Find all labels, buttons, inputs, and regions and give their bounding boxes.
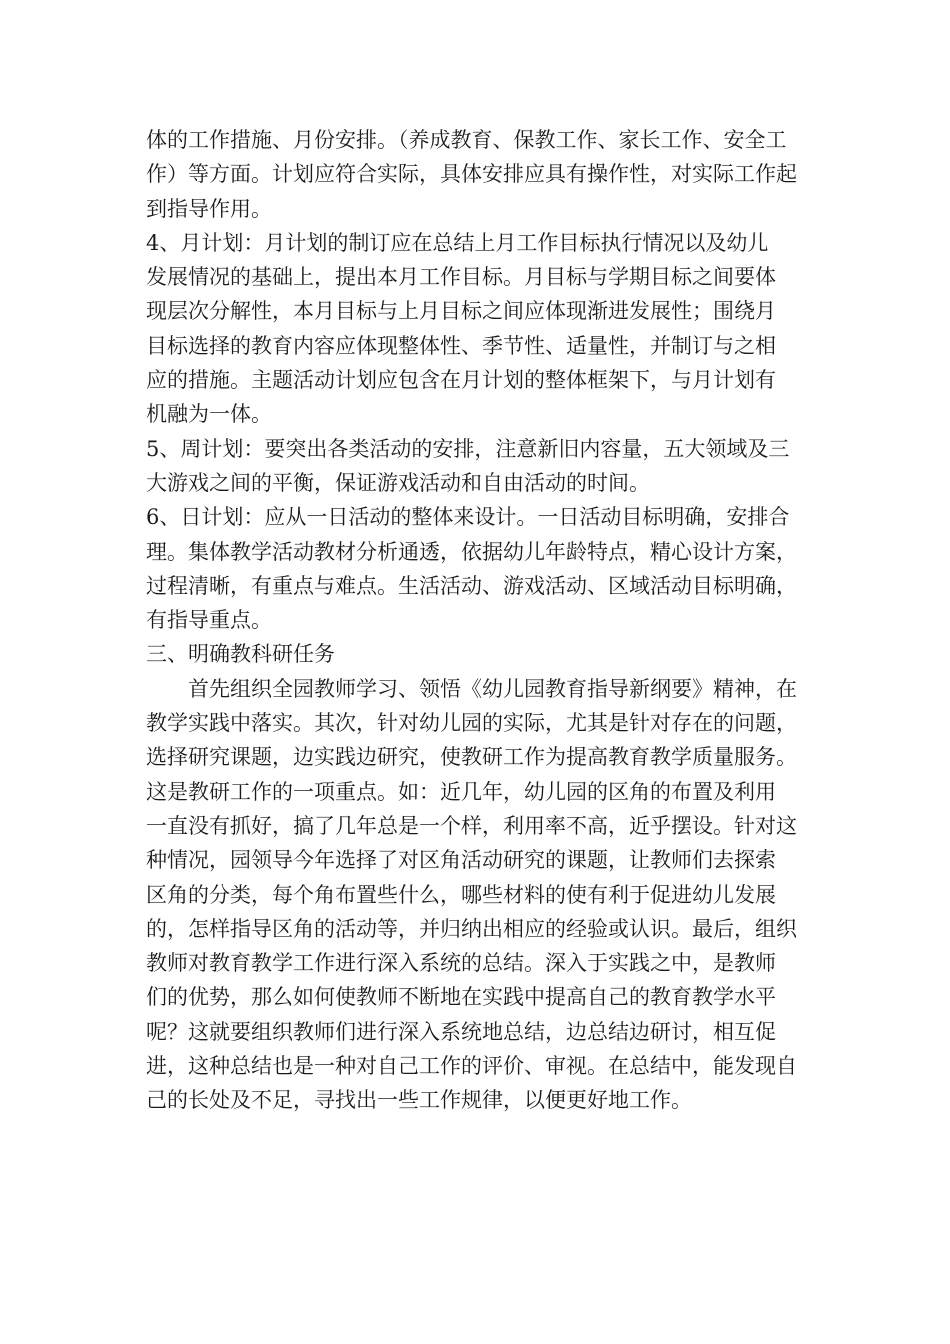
text-line: 理。集体教学活动教材分析通透，依据幼儿年龄特点，精心设计方案， bbox=[146, 539, 797, 564]
text-line: 己的长处及不足，寻找出一些工作规律，以便更好地工作。 bbox=[146, 1088, 692, 1113]
text-line: 区角的分类，每个角布置些什么，哪些材料的使有利于促进幼儿发展 bbox=[146, 882, 776, 907]
text-line: 教师对教育教学工作进行深入系统的总结。深入于实践之中，是教师 bbox=[146, 951, 776, 976]
monthly-plan-heading-line: 4、月计划：月计划的制订应在总结上月工作目标执行情况以及幼儿 bbox=[146, 230, 769, 255]
weekly-plan-heading-line: 5、周计划：要突出各类活动的安排，注意新旧内容量，五大领域及三 bbox=[146, 436, 790, 461]
text-line: 呢？这就要组织教师们进行深入系统地总结，边总结边研讨，相互促 bbox=[146, 1019, 776, 1044]
text-line: 有指导重点。 bbox=[146, 608, 272, 633]
text-line: 目标选择的教育内容应体现整体性、季节性、适量性，并制订与之相 bbox=[146, 333, 776, 358]
text-line: 种情况，园领导今年选择了对区角活动研究的课题，让教师们去探索 bbox=[146, 848, 776, 873]
text-line: 体的工作措施、月份安排。（养成教育、保教工作、家长工作、安全工 bbox=[146, 128, 787, 152]
text-line: 到指导作用。 bbox=[146, 196, 272, 221]
text-line: 过程清晰，有重点与难点。生活活动、游戏活动、区域活动目标明确， bbox=[146, 573, 797, 598]
text-line: 选择研究课题，边实践边研究，使教研工作为提高教育教学质量服务。 bbox=[146, 745, 797, 770]
daily-plan-heading-line: 6、日计划：应从一日活动的整体来设计。一日活动目标明确，安排合 bbox=[146, 505, 790, 530]
text-line: 进，这种总结也是一种对自己工作的评价、审视。在总结中，能发现自 bbox=[146, 1054, 797, 1079]
text-line: 应的措施。主题活动计划应包含在月计划的整体框架下，与月计划有 bbox=[146, 368, 776, 393]
text-line: 这是教研工作的一项重点。如：近几年，幼儿园的区角的布置及利用 bbox=[146, 779, 776, 804]
text-line: 一直没有抓好，搞了几年总是一个样，利用率不高，近乎摆设。针对这 bbox=[146, 813, 797, 838]
document-body bbox=[146, 123, 812, 1118]
text-line: 机融为一体。 bbox=[146, 402, 272, 427]
text-line: 教学实践中落实。其次，针对幼儿园的实际，尤其是针对存在的问题， bbox=[146, 711, 797, 736]
paragraph-first-line: 首先组织全园教师学习、领悟《幼儿园教育指导新纲要》精神，在 bbox=[188, 676, 797, 701]
section-heading: 三、明确教科研任务 bbox=[146, 642, 335, 667]
text-line: 作）等方面。计划应符合实际，具体安排应具有操作性，对实际工作起 bbox=[146, 162, 797, 187]
text-line: 发展情况的基础上，提出本月工作目标。月目标与学期目标之间要体 bbox=[146, 265, 776, 290]
text-line: 们的优势，那么如何使教师不断地在实践中提高自己的教育教学水平 bbox=[146, 985, 776, 1010]
text-line: 大游戏之间的平衡，保证游戏活动和自由活动的时间。 bbox=[146, 470, 650, 495]
text-line: 的，怎样指导区角的活动等，并归纳出相应的经验或认识。最后，组织 bbox=[146, 916, 797, 941]
text-line: 现层次分解性，本月目标与上月目标之间应体现渐进发展性；围绕月 bbox=[146, 299, 776, 324]
